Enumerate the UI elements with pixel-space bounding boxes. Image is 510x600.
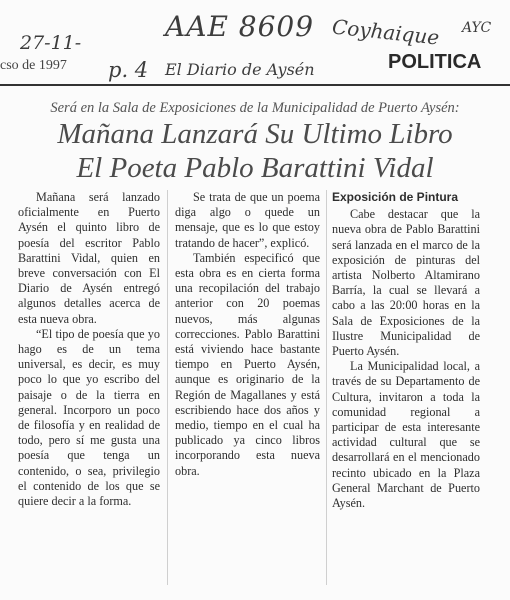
article-kicker: Será en la Sala de Exposiciones de la Municipalidad de Puerto Aysén: [50, 100, 460, 116]
column-2-paragraph-2: También especificó que esta obra es en cierta forma una recopilación del trabajo anterior con 20 poemas nuevos, más algunas correcciones. Pablo Barattini está viviendo hace bastante tiempo en Puerto Aysén, aunque es originario de la Región de Magallanes y está escribiendo hace dos años y medio, tiempo en el cual ha publicado ya cinco libros incorporando esta nueva obra. [175, 250, 320, 478]
column-1-paragraph-2: “El tipo de poesía que yo hago es de un tema universal, es decir, es muy poco lo que yo escribo del paisaje o de la tierra en general. Incorporo un poco de filosofía y en realidad de todo, pero sí me gusta una poesía que tenga un contenido, o sea, privilegio el contenido de los que se quiere decir a la forma. [18, 326, 160, 509]
column-3-paragraph-1: Cabe destacar que la nueva obra de Pablo Barattini será lanzada en el marco de la exposición de pinturas del artista Nolberto Altamirano Barría, la cual se llevará a cabo a las 20:00 horas en la Sala de Exposiciones de la Ilustre Municipalidad de Puerto Aysén. [332, 207, 480, 359]
handwritten-date: 27-11- [20, 32, 82, 54]
handwritten-newspaper-name: El Diario de Aysén [165, 60, 315, 79]
handwritten-archive-code: AAE 8609 [165, 10, 315, 43]
article-column-2 [175, 190, 320, 479]
section-subheading: Exposición de Pintura [332, 190, 459, 204]
article-column-3 [332, 190, 480, 511]
handwritten-tag: AYC [462, 20, 492, 36]
header-rule [0, 84, 510, 86]
headline-line-2: El Poeta Pablo Barattini Vidal [76, 152, 434, 184]
printed-date-fragment: cso de 1997 [0, 58, 67, 73]
headline-line-1: Mañana Lanzará Su Ultimo Libro [57, 118, 453, 150]
section-label: POLITICA [388, 51, 482, 73]
column-3-paragraph-2: La Municipalidad local, a través de su Departamento de Cultura, invitaron a toda la comunidad regional a participar de esta interesante actividad cultural que se desarrollará en el mencionado recinto ubicado en la Plaza General Marchant de Puerto Aysén. [332, 359, 480, 511]
column-1-paragraph-1: Mañana será lanzado oficialmente en Puerto Aysén el quinto libro de poesía del escritor Pablo Barattini Vidal, quien en breve conversación con El Diario de Aysén entregó algunos detalles acerca de esta nueva obra. [18, 190, 160, 326]
column-2-paragraph-1: Se trata de que un poema diga algo o quede un mensaje, que es lo que estoy tratando de hacer”, explicó. [175, 190, 320, 250]
column-divider [167, 190, 168, 585]
article-column-1 [18, 190, 160, 509]
handwritten-page-number: p. 4 [108, 58, 149, 82]
column-divider [326, 190, 327, 585]
handwritten-city: Coyhaique [331, 14, 441, 50]
